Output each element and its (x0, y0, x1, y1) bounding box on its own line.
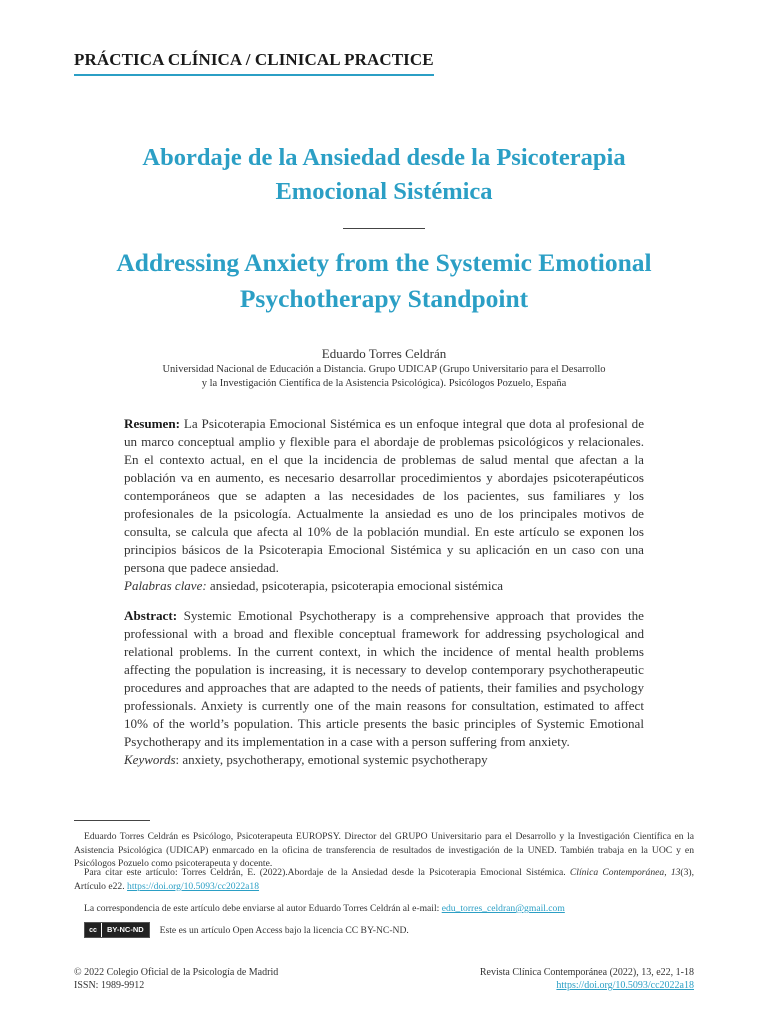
affiliation-line-2: y la Investigación Científica de la Asistencia Psicológica). Psicólogos Pozuelo, España (201, 378, 567, 389)
footer-journal-ref: Revista Clínica Contemporánea (2022), 13, e22, 1-18 (479, 967, 694, 978)
license-text: Este es un artículo Open Access bajo la licencia CC BY-NC-ND. (159, 924, 409, 936)
footnote-contact (74, 902, 694, 916)
footer-right (480, 966, 694, 992)
citation-doi-link[interactable]: https://doi.org/10.5093/cc2022a18 (127, 880, 260, 892)
title-english-line-1: Addressing Anxiety from the Systemic Emotional (116, 248, 652, 277)
citation-separator: , (664, 867, 671, 878)
title-english-line-2: Psychotherapy Standpoint (239, 284, 529, 313)
keywords (124, 751, 644, 769)
footer-left (74, 966, 278, 992)
abstract-text: Systemic Emotional Psychotherapy is a comprehensive approach that provides the professional with a broad and flexible conceptual framework for addressing psychological and relational problems. In the current context, in which the incidence of mental health problems affecting the population is increasing, it is necessary to develop contemporary psychotherapeutic procedures and approaches that are adapted to the needs of patients, their families and psychology professionals. Anxiety is currently one of the main reasons for consultation, estimated to affect 10% of the world’s population. This article presents the basic principles of Systemic Emotional Psychotherapy and its implementation in a case with a person suffering from anxiety. (124, 608, 644, 749)
citation-rest: (3), Artículo e22. (74, 867, 695, 892)
citation-journal: Clínica Contemporánea (569, 867, 665, 878)
resumen-block (124, 415, 644, 595)
contact-prefix: La correspondencia de este artículo debe enviarse al autor Eduardo Torres Celdrán al e-mail: (84, 903, 442, 914)
citation-prefix: Para citar este artículo: Torres Celdrán, E. (2022).Abordaje de la Ansiedad desde la Psicoterapia Emocional Sistémica. (84, 867, 570, 878)
affiliation-line-1: Universidad Nacional de Educación a Distancia. Grupo UDICAP (Grupo Universitario para el Desarrollo (162, 364, 606, 375)
abstract-label: Abstract: (124, 608, 178, 623)
title-divider (343, 228, 425, 229)
abstract-block (124, 607, 644, 769)
contact-email-link[interactable]: edu_torres_celdran@gmail.com (441, 903, 565, 914)
section-label: PRÁCTICA CLÍNICA / CLINICAL PRACTICE (74, 50, 434, 76)
resumen-paragraph (124, 415, 644, 577)
license-row (84, 922, 409, 938)
footnote-divider (74, 820, 150, 821)
resumen-text: La Psicoterapia Emocional Sistémica es un enfoque integral que dota al profesional de un marco conceptual amplio y flexible para el abordaje de problemas psicológicos y relacionales. En el contexto actual, en el que la incidencia de problemas de salud mental que afectan a la población va en aumento, es necesario desarrollar procedimientos y abordajes psicoterapéuticos contemporáneos que se adapten a las necesidades de los pacientes, sus familiares y los profesionales de la psicología. Actualmente la ansiedad es uno de los principales motivos de consulta, se calcula que afecta al 10% de la población mundial. En este artículo se exponen los principios básicos de la Psicoterapia Emocional Sistémica y su aplicación en un caso con una persona que padece ansiedad. (124, 416, 644, 575)
cc-license-badge[interactable] (84, 922, 150, 938)
footnote-bio: Eduardo Torres Celdrán es Psicólogo, Psicoterapeuta EUROPSY. Director del GRUPO Universitario para el Desarrollo y la Investigación Científica en la Asistencia Psicológica (UDICAP) enmarcado en la oficina de transferencia de resultados de investigación de la UNED. También trabaja en la UOC y en Psicólogos Pozuelo como psicoterapeuta y docente. (74, 831, 694, 869)
author-name: Eduardo Torres Celdrán (321, 346, 447, 361)
footer-doi-link[interactable]: https://doi.org/10.5093/cc2022a18 (556, 980, 694, 991)
abstract-paragraph (124, 607, 644, 751)
palabras-clave-label: Palabras clave: (124, 578, 207, 593)
cc-badge-text: BY-NC-ND (102, 923, 149, 937)
title-spanish-line-1: Abordaje de la Ansiedad desde la Psicoterapia (142, 144, 626, 171)
resumen-label: Resumen: (124, 416, 181, 431)
title-english (60, 245, 708, 317)
keywords-text: : anxiety, psychotherapy, emotional systemic psychotherapy (175, 752, 488, 767)
palabras-clave-text: ansiedad, psicoterapia, psicoterapia emocional sistémica (206, 578, 504, 593)
footer-issn: ISSN: 1989-9912 (74, 980, 145, 991)
citation-volume: 13 (670, 867, 681, 878)
author-affiliation (100, 363, 668, 391)
cc-icon: cc (85, 923, 101, 937)
palabras-clave (124, 577, 644, 595)
title-spanish-line-2: Emocional Sistémica (275, 178, 493, 205)
title-spanish (60, 141, 708, 209)
footer-copyright: © 2022 Colegio Oficial de la Psicología de Madrid (74, 967, 279, 978)
keywords-label: Keywords (124, 752, 176, 767)
footnote-citation (74, 866, 694, 893)
